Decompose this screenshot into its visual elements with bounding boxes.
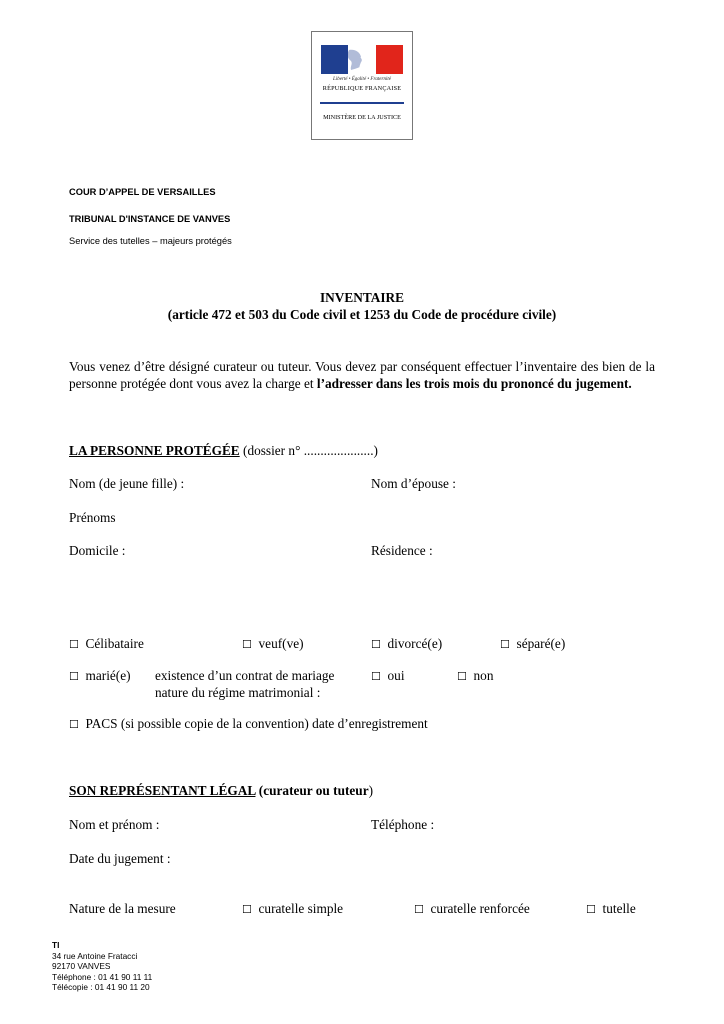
checkbox-icon[interactable]: ☐ bbox=[242, 638, 252, 651]
checkbox-icon[interactable]: ☐ bbox=[414, 903, 424, 916]
representative-heading-suffix: (curateur ou tuteur bbox=[255, 783, 369, 798]
residence-label: Résidence : bbox=[371, 543, 433, 558]
option-label: veuf(ve) bbox=[258, 636, 304, 651]
footer-city: 92170 VANVES bbox=[52, 961, 111, 971]
person-section-heading: LA PERSONNE PROTÉGÉE bbox=[69, 443, 240, 458]
option-label: divorcé(e) bbox=[387, 636, 443, 651]
option-label: curatelle simple bbox=[258, 901, 344, 916]
logo-ministere: MINISTÈRE DE LA JUSTICE bbox=[323, 114, 401, 121]
tribunal-name: TRIBUNAL D'INSTANCE DE VANVES bbox=[69, 214, 231, 224]
person-section-heading-line bbox=[69, 442, 378, 459]
option-label: non bbox=[473, 668, 494, 683]
checkbox-icon[interactable]: ☐ bbox=[242, 903, 252, 916]
option-label: marié(e) bbox=[85, 668, 131, 683]
footer-address-block bbox=[52, 940, 152, 993]
document-subtitle: (article 472 et 503 du Code civil et 1253 du Code de procédure civile) bbox=[167, 307, 557, 322]
checkbox-icon[interactable]: ☐ bbox=[586, 903, 596, 916]
option-divorce[interactable] bbox=[371, 635, 442, 653]
option-veuf[interactable] bbox=[242, 635, 304, 653]
option-label: oui bbox=[387, 668, 405, 683]
option-label: séparé(e) bbox=[516, 636, 566, 651]
nom-epouse-label: Nom d’épouse : bbox=[371, 476, 456, 491]
logo-divider bbox=[320, 102, 404, 104]
nature-mesure-label: Nature de la mesure bbox=[69, 901, 176, 916]
checkbox-icon[interactable]: ☐ bbox=[69, 638, 79, 651]
date-jugement-label: Date du jugement : bbox=[69, 851, 171, 866]
checkbox-icon[interactable]: ☐ bbox=[500, 638, 510, 651]
option-curatelle-simple[interactable] bbox=[242, 900, 343, 918]
ministry-logo bbox=[311, 31, 413, 140]
marianne-profile-icon bbox=[339, 48, 369, 72]
logo-republique: RÉPUBLIQUE FRANÇAISE bbox=[322, 85, 402, 92]
french-flag-icon bbox=[321, 45, 403, 74]
option-separe[interactable] bbox=[500, 635, 565, 653]
option-marie[interactable] bbox=[69, 667, 131, 685]
option-pacs[interactable] bbox=[69, 715, 428, 733]
footer-address: 34 rue Antoine Fratacci bbox=[52, 950, 138, 961]
intro-text: Vous venez d’être désigné curateur ou tuteur. Vous devez par conséquent effectuer l’inventaire des bien de la personne protégée dont vous avez la charge et bbox=[69, 359, 655, 391]
logo-motto: Liberté • Égalité • Fraternité bbox=[333, 77, 391, 82]
checkbox-icon[interactable]: ☐ bbox=[371, 670, 381, 683]
representative-heading-paren: ) bbox=[368, 783, 374, 798]
footer-fax: Télécopie : 01 41 90 11 20 bbox=[52, 982, 150, 992]
footer-phone: Téléphone : 01 41 90 11 11 bbox=[52, 971, 153, 982]
contrat-mariage-label: existence d’un contrat de mariage bbox=[155, 668, 335, 683]
option-curatelle-renforcee[interactable] bbox=[414, 900, 530, 918]
dossier-number: (dossier n° .....................) bbox=[239, 443, 378, 458]
prenoms-label: Prénoms bbox=[69, 510, 116, 525]
domicile-label: Domicile : bbox=[69, 543, 126, 558]
nom-prenom-label: Nom et prénom : bbox=[69, 817, 160, 832]
document-title: INVENTAIRE bbox=[320, 290, 404, 305]
option-tutelle[interactable] bbox=[586, 900, 636, 918]
representative-heading: SON REPRÉSENTANT LÉGAL bbox=[69, 783, 256, 798]
intro-paragraph bbox=[69, 358, 655, 392]
service-name: Service des tutelles – majeurs protégés bbox=[69, 236, 232, 246]
nom-jeune-fille-label: Nom (de jeune fille) : bbox=[69, 476, 185, 491]
option-non[interactable] bbox=[457, 667, 493, 685]
footer-code: TI bbox=[52, 940, 60, 950]
checkbox-icon[interactable]: ☐ bbox=[69, 670, 79, 683]
option-oui[interactable] bbox=[371, 667, 405, 685]
regime-matrimonial-label: nature du régime matrimonial : bbox=[155, 685, 321, 700]
checkbox-icon[interactable]: ☐ bbox=[371, 638, 381, 651]
telephone-label: Téléphone : bbox=[371, 817, 435, 832]
representative-heading-line bbox=[69, 782, 373, 799]
checkbox-icon[interactable]: ☐ bbox=[69, 718, 79, 731]
option-celibataire[interactable] bbox=[69, 635, 144, 653]
checkbox-icon[interactable]: ☐ bbox=[457, 670, 467, 683]
court-name: COUR D’APPEL DE VERSAILLES bbox=[69, 187, 216, 197]
option-label: tutelle bbox=[602, 901, 636, 916]
option-label: curatelle renforcée bbox=[430, 901, 530, 916]
intro-deadline: l’adresser dans les trois mois du prononcé du jugement. bbox=[316, 376, 632, 391]
option-label: Célibataire bbox=[85, 636, 144, 651]
option-label: PACS (si possible copie de la convention) date d’enregistrement bbox=[85, 716, 428, 731]
